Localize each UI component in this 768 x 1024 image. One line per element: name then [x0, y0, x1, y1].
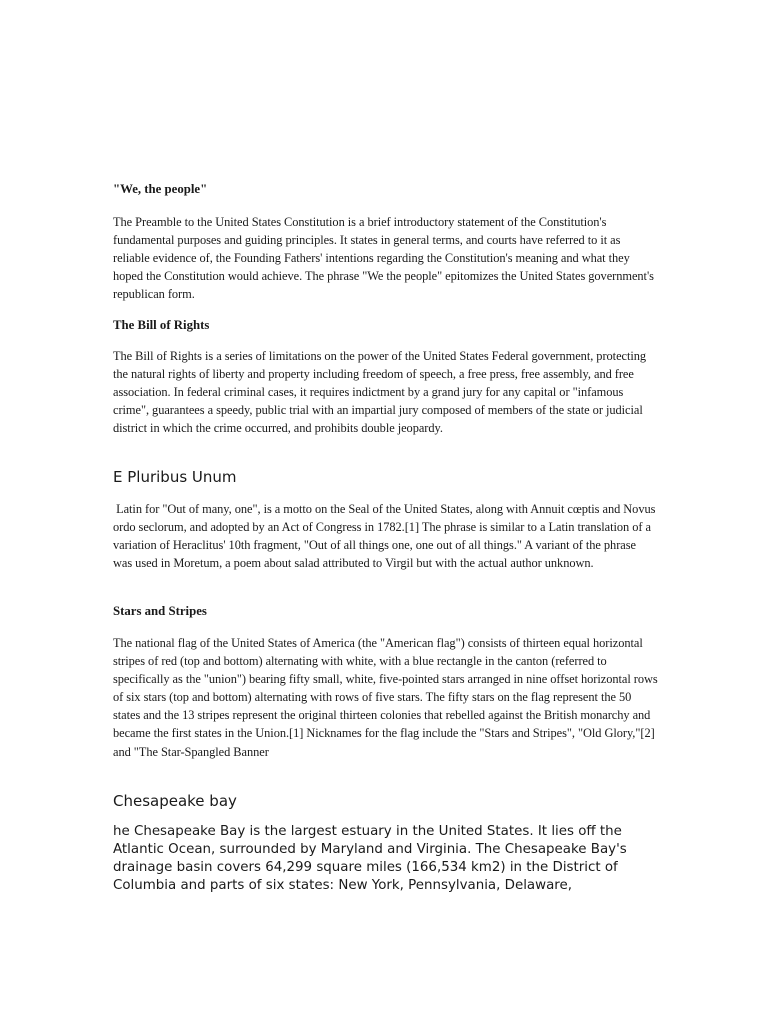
paragraph-bill-of-rights: The Bill of Rights is a series of limitations on the power of the United States Federal government, protecting the natural rights of liberty and property including freedom of speech, a free press, free assembly, and free association. In federal criminal cases, it requires indictment by a grand jury for any capital or "infamous crime", guarantees a speedy, public trial with an impartial jury composed of members of the state or judicial district in which the crime occurred, and prohibits double jeopardy. [113, 349, 647, 436]
paragraph-preamble: The Preamble to the United States Constitution is a brief introductory statement of the Constitution's fundamental purposes and guiding principles. It states in general terms, and courts have referred to it as reliable evidence of, the Founding Fathers' intentions regarding the Constitution's meaning and what they hoped the Constitution would achieve. The phrase "We the people" epitomizes the United States government's republican form. [113, 215, 654, 302]
heading-bill-of-rights: The Bill of Rights [113, 318, 210, 332]
heading-we-the-people: "We, the people" [113, 182, 208, 196]
paragraph-chesapeake-bay: he Chesapeake Bay is the largest estuary in the United States. It lies off the Atlantic Ocean, surrounded by Maryland and Virginia. The Chesapeake Bay's drainage basin covers 64,299 square miles (166,534 km2) in the District of Columbia and parts of six states: New York, Pennsylvania, Delaware, [113, 824, 627, 894]
heading-stars-and-stripes: Stars and Stripes [113, 604, 207, 618]
heading-chesapeake-bay: Chesapeake bay [113, 792, 237, 810]
paragraph-stars-and-stripes: The national flag of the United States of America (the "American flag") consists of thirteen equal horizontal stripes of red (top and bottom) alternating with white, with a blue rectangle in the canton (referred to specifically as the "union") bearing fifty small, white, five-pointed stars arranged in nine offset horizontal rows of six stars (top and bottom) alternating with rows of five stars. The fifty stars on the flag represent the 50 states and the 13 stripes represent the original thirteen colonies that rebelled against the British monarchy and became the first states in the Union.[1] Nicknames for the flag include the "Stars and Stripes", "Old Glory,"[2] and "The Star-Spangled Banner [113, 636, 658, 759]
heading-e-pluribus-unum: E Pluribus Unum [113, 468, 237, 486]
paragraph-e-pluribus-unum: Latin for "Out of many, one", is a motto on the Seal of the United States, along with Annuit cœptis and Novus ordo seclorum, and adopted by an Act of Congress in 1782.[1] The phrase is similar to a Latin translation of a variation of Heraclitus' 10th fragment, "Out of all things one, one out of all things." A variant of the phrase was used in Moretum, a poem about salad attributed to Virgil but with the actual author unknown. [113, 502, 659, 571]
